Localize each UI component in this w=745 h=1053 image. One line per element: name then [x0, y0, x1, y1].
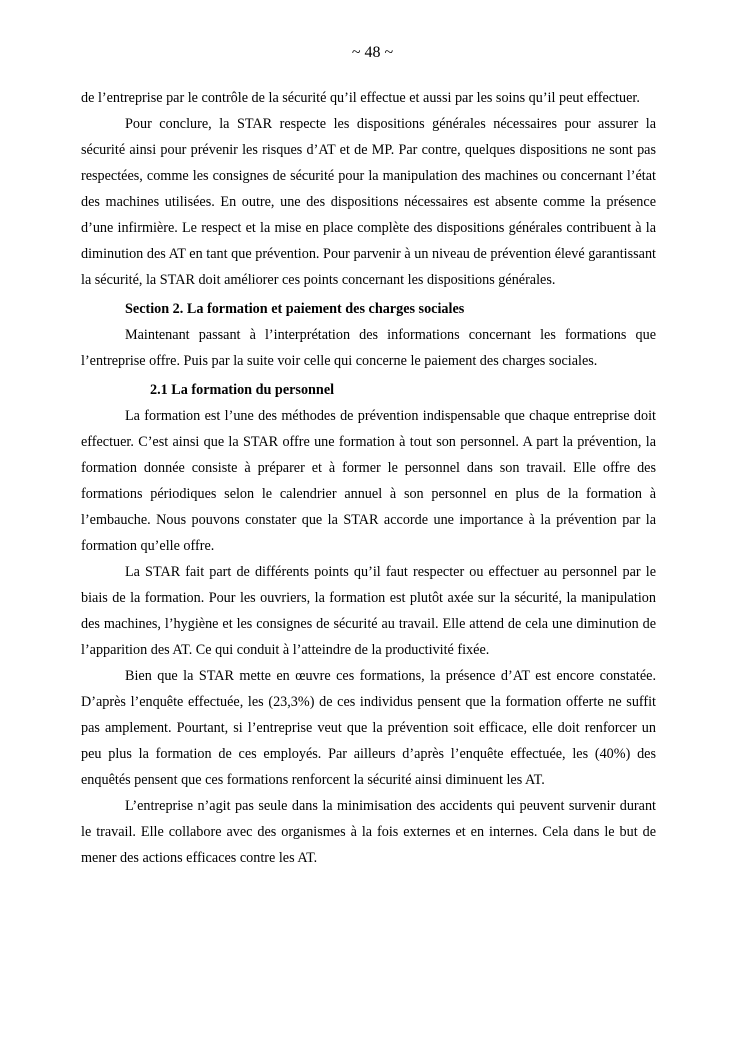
subsection-heading: 2.1 La formation du personnel: [150, 382, 335, 398]
paragraph-points: La STAR fait part de différents points qu’il faut respecter ou effectuer au personnel par le biais de la formation. Pour les ouvriers, la formation est plutôt axée sur la sécurité, la manipulation des machines, l’hygiène et les consignes de sécurité au travail. Elle attend de cela une diminution de l’apparition des AT. Ce qui conduit à l’atteindre de la productivité fixée.: [81, 564, 656, 658]
paragraph-formation: La formation est l’une des méthodes de prévention indispensable que chaque entreprise doit effectuer. C’est ainsi que la STAR offre une formation à tout son personnel. A part la prévention, la formation donnée consiste à préparer et à former le personnel dans son travail. Elle offre des formations périodiques selon le calendrier annuel à son personnel en plus de la formation à l’embauche. Nous pouvons constater que la STAR accorde une importance à la prévention par la formation qu’elle offre.: [81, 408, 656, 554]
paragraph-conclusion: Pour conclure, la STAR respecte les dispositions générales nécessaires pour assurer la sécurité ainsi pour prévenir les risques d’AT et de MP. Par contre, quelques dispositions ne sont pas respectées, comme les consignes de sécurité pour la manipulation des machines ou concernant l’état des machines utilisées. En outre, une des dispositions nécessaires est absente comme la présence d’une infirmière. Le respect et la mise en place complète des dispositions générales contribuent à la diminution des AT en tant que prévention. Pour parvenir à un niveau de prévention élevé garantissant la sécurité, la STAR doit améliorer ces points concernant les dispositions générales.: [81, 116, 656, 288]
paragraph-collaboration: L’entreprise n’agit pas seule dans la minimisation des accidents qui peuvent survenir durant le travail. Elle collabore avec des organismes à la fois externes et en internes. Cela dans le but de mener des actions efficaces contre les AT.: [81, 798, 656, 866]
paragraph-intro: Maintenant passant à l’interprétation des informations concernant les formations que l’entreprise offre. Puis par la suite voir celle qui concerne le paiement des charges sociales.: [81, 327, 656, 369]
page-number: ~ 48 ~: [351, 44, 394, 61]
paragraph-survey: Bien que la STAR mette en œuvre ces formations, la présence d’AT est encore constatée. D’après l’enquête effectuée, les (23,3%) de ces individus pensent que la formation offerte ne suffit pas amplement. Pourtant, si l’entreprise veut que la prévention soit efficace, elle doit renforcer un peu plus la formation de ces employés. Par ailleurs d’après l’enquête effectuée, les (40%) des enquêtés pensent que ces formations renforcent la sécurité ainsi diminuent les AT.: [81, 668, 656, 788]
document-body: [81, 85, 656, 871]
section-heading: Section 2. La formation et paiement des charges sociales: [125, 301, 465, 317]
paragraph-continuation: de l’entreprise par le contrôle de la sécurité qu’il effectue et aussi par les soins qu’il peut effectuer.: [81, 90, 640, 106]
